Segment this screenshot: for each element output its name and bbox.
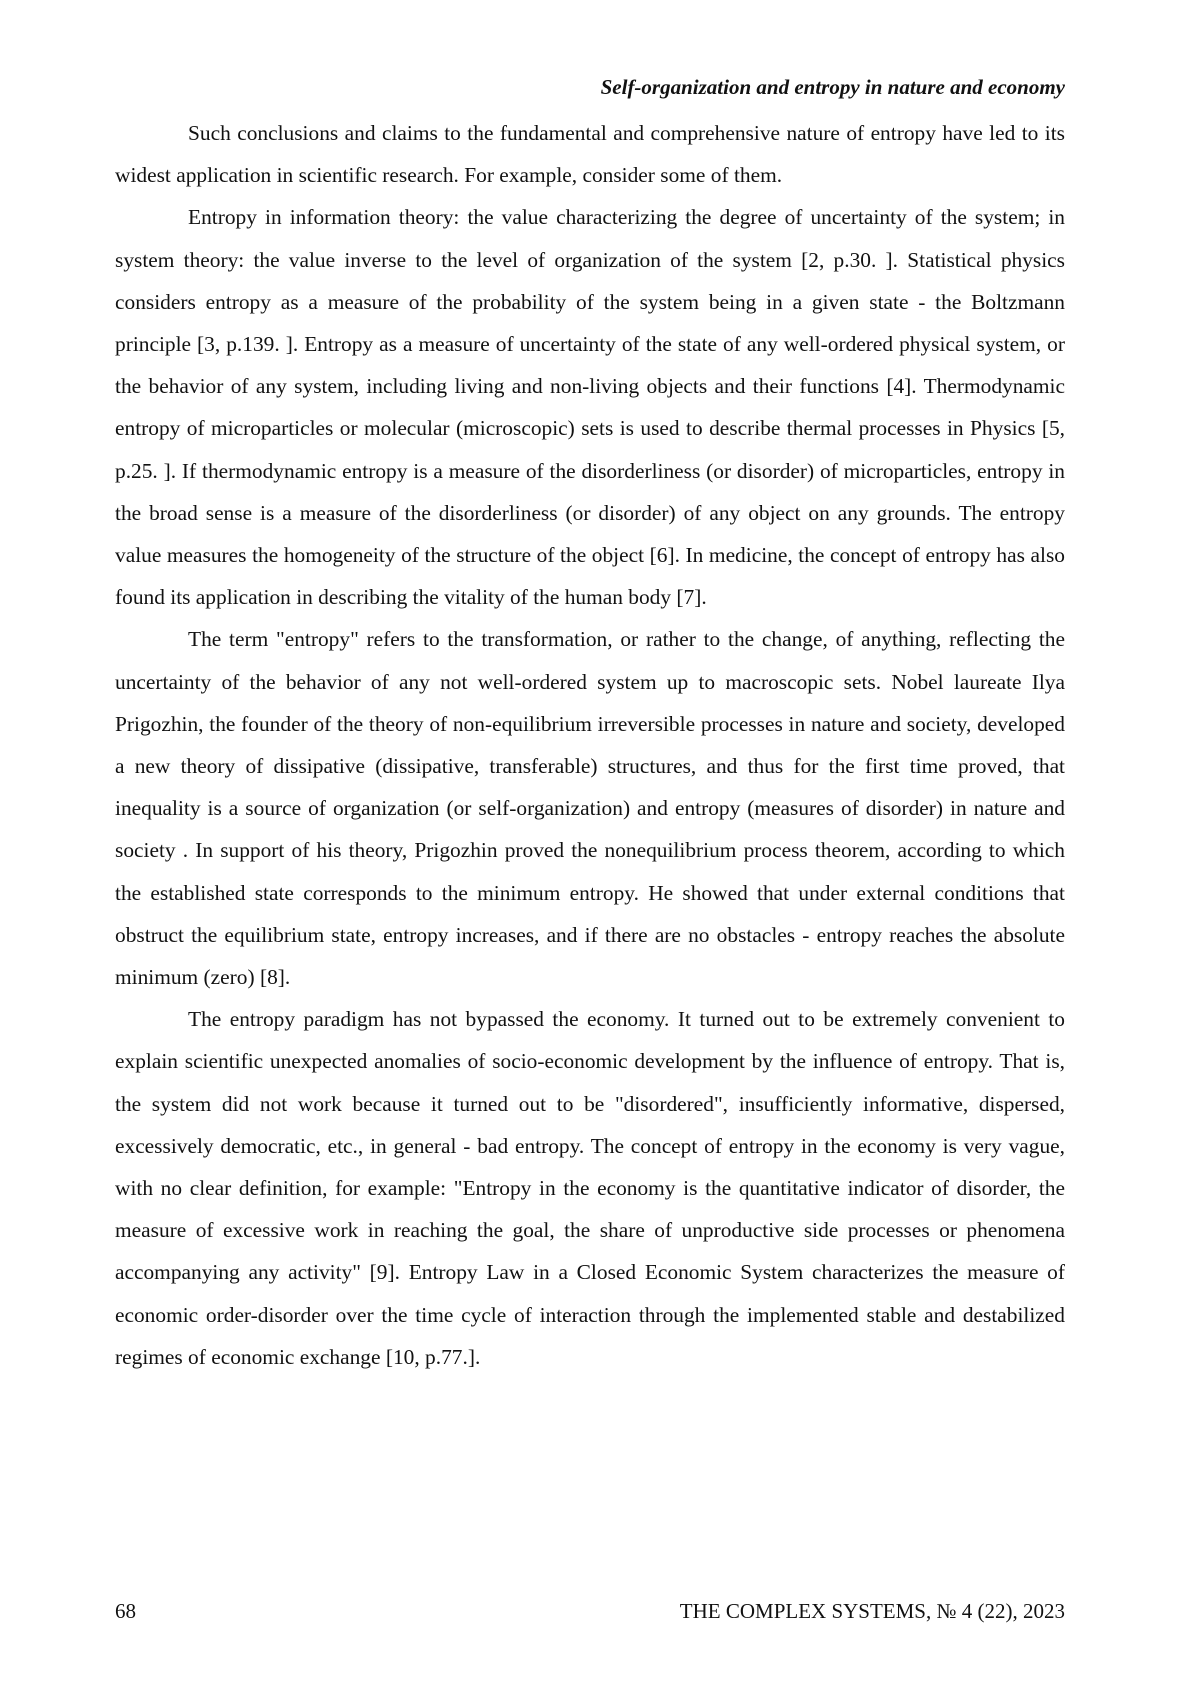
- article-body: [115, 112, 1065, 1378]
- page-footer: [115, 1596, 1065, 1626]
- journal-citation: THE COMPLEX SYSTEMS, № 4 (22), 2023: [679, 1599, 1065, 1623]
- paragraph: Such conclusions and claims to the fundamental and comprehensive nature of entropy have led to its widest application in scientific research. For example, consider some of them.: [115, 121, 1065, 188]
- paragraph: The entropy paradigm has not bypassed the economy. It turned out to be extremely convenient to explain scientific unexpected anomalies of socio-economic development by the influence of entropy. That is, the system did not work because it turned out to be "disordered", insufficiently informative, dispersed, excessively democratic, etc., in general - bad entropy. The concept of entropy in the economy is very vague, with no clear definition, for example: "Entropy in the economy is the quantitative indicator of disorder, the measure of excessive work in reaching the goal, the share of unproductive side processes or phenomena accompanying any activity" [9]. Entropy Law in a Closed Economic System characterizes the measure of economic order-disorder over the time cycle of interaction through the implemented stable and destabilized regimes of economic exchange [10, p.77.].: [115, 1007, 1065, 1369]
- paragraph: Entropy in information theory: the value characterizing the degree of uncertainty of the system; in system theory: the value inverse to the level of organization of the system [2, p.30. ]. Statistical physics considers entropy as a measure of the probability of the system being in a given state - the Boltzmann principle [3, p.139. ]. Entropy as a measure of uncertainty of the state of any well-ordered physical system, or the behavior of any system, including living and non-living objects and their functions [4]. Thermodynamic entropy of microparticles or molecular (microscopic) sets is used to describe thermal processes in Physics [5, p.25. ]. If thermodynamic entropy is a measure of the disorderliness (or disorder) of microparticles, entropy in the broad sense is a measure of the disorderliness (or disorder) of any object on any grounds. The entropy value measures the homogeneity of the structure of the object [6]. In medicine, the concept of entropy has also found its application in describing the vitality of the human body [7].: [115, 205, 1065, 610]
- page-number: 68: [115, 1599, 136, 1623]
- running-header-title: Self-organization and entropy in nature and economy: [600, 75, 1065, 99]
- paragraph: The term "entropy" refers to the transformation, or rather to the change, of anything, reflecting the uncertainty of the behavior of any not well-ordered system up to macroscopic sets. Nobel laureate Ilya Prigozhin, the founder of the theory of non-equilibrium irreversible processes in nature and society, developed a new theory of dissipative (dissipative, transferable) structures, and thus for the first time proved, that inequality is a source of organization (or self-organization) and entropy (measures of disorder) in nature and society . In support of his theory, Prigozhin proved the nonequilibrium process theorem, according to which the established state corresponds to the minimum entropy. He showed that under external conditions that obstruct the equilibrium state, entropy increases, and if there are no obstacles - entropy reaches the absolute minimum (zero) [8].: [115, 627, 1065, 990]
